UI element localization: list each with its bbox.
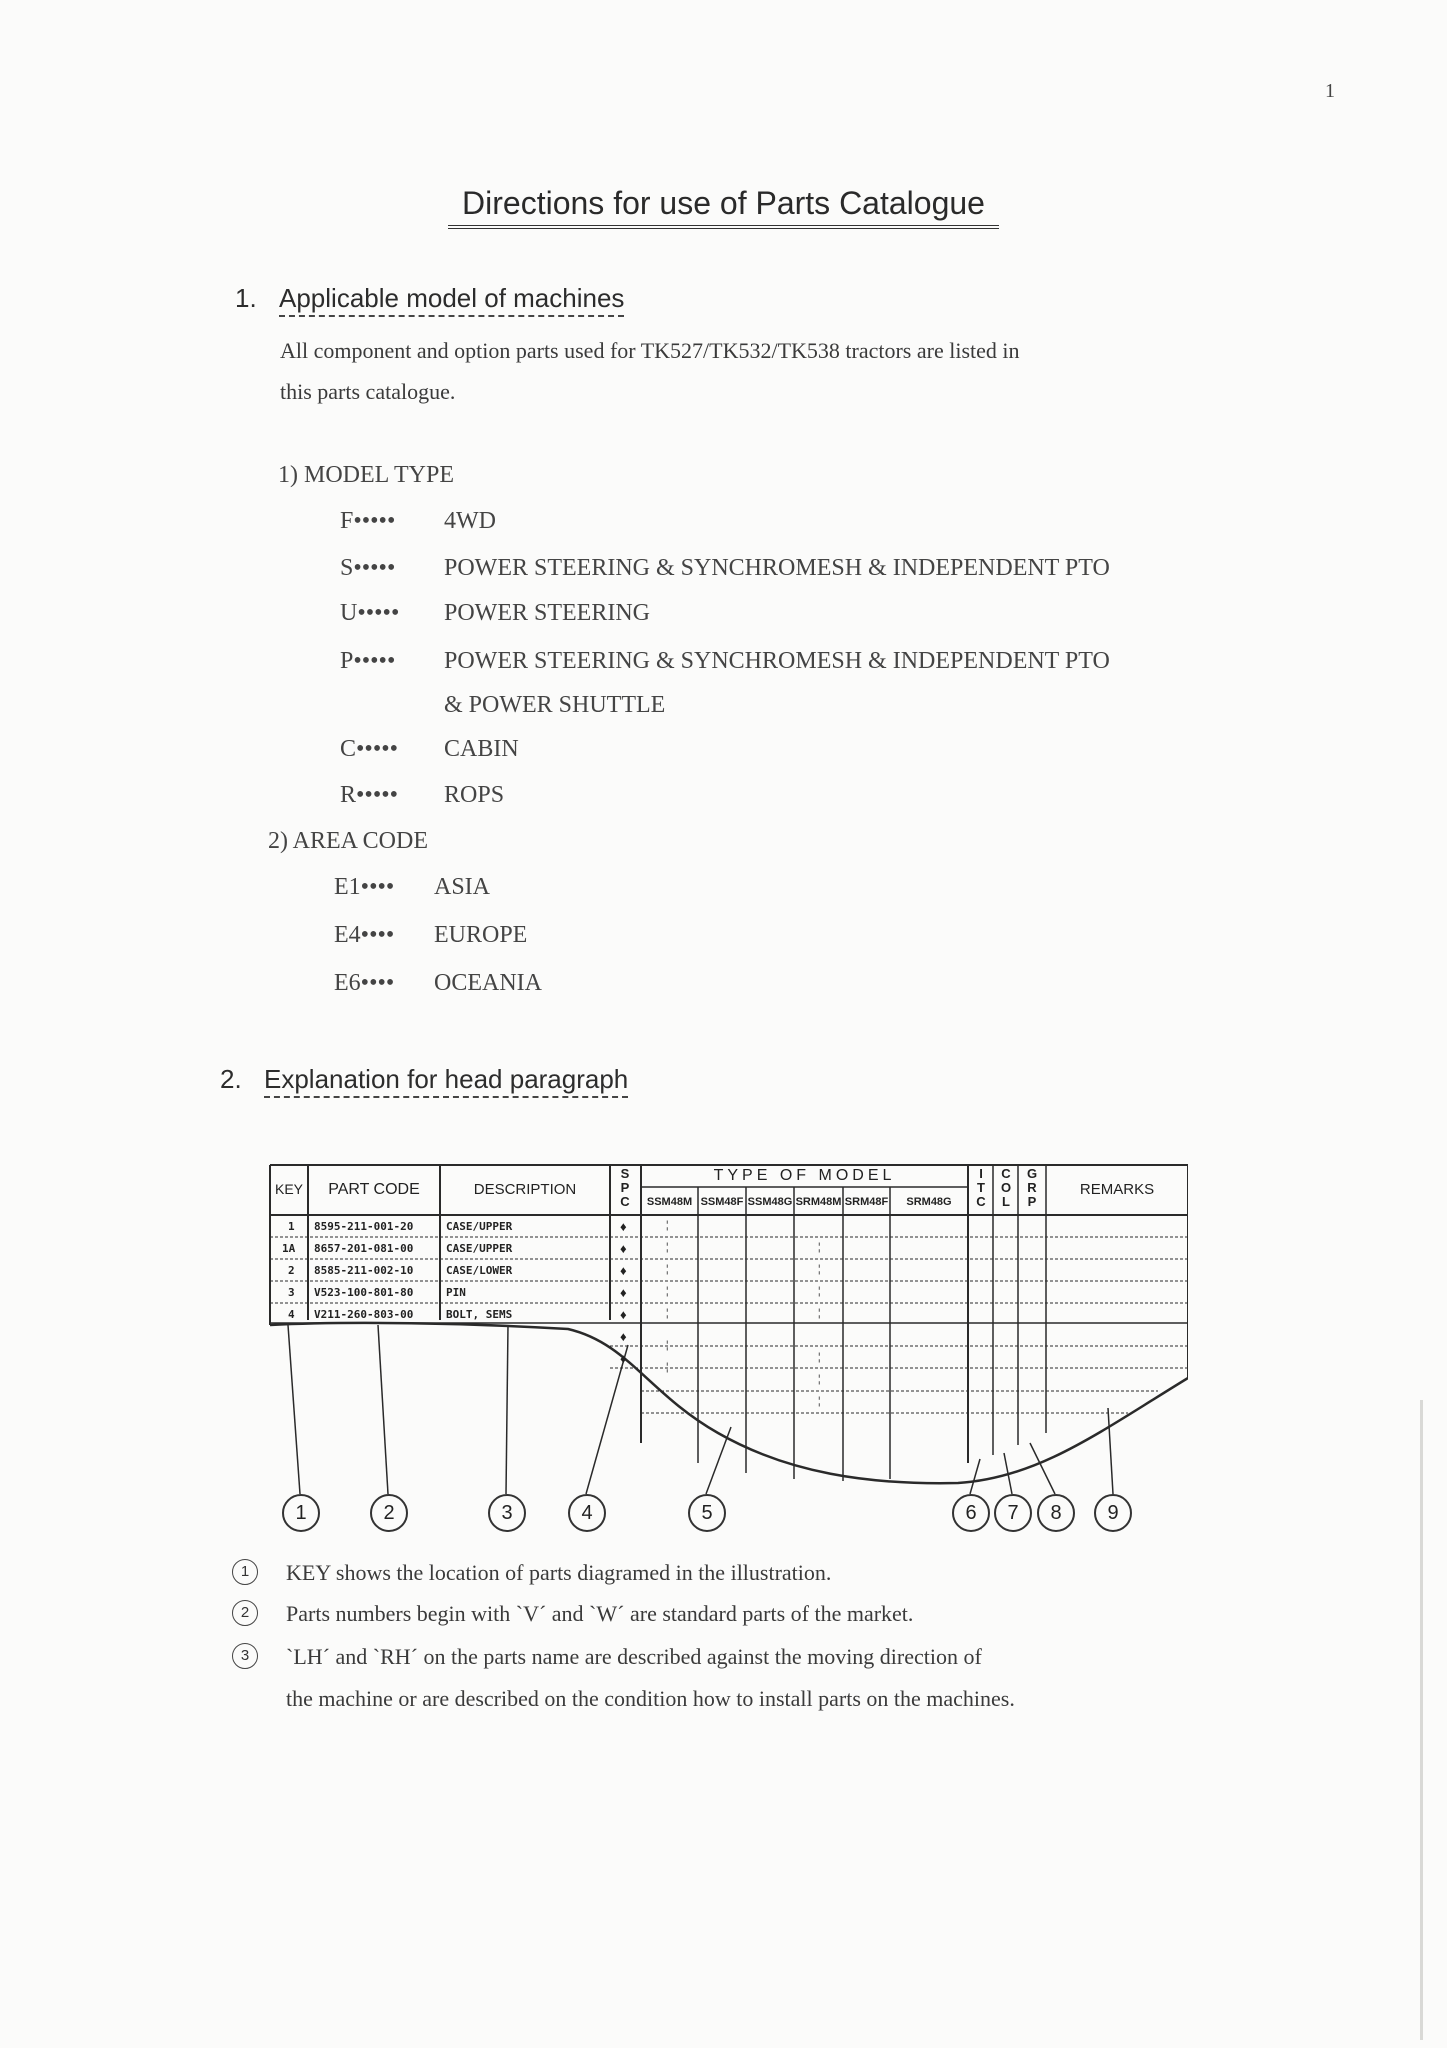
model-type-label: 1) MODEL TYPE [278,462,454,488]
model-type-row: R••••• ROPS [340,782,505,808]
area-code-row: E4•••• EUROPE [334,922,528,948]
header-description: DESCRIPTION [473,1181,577,1198]
model-type-row: P••••• POWER STEERING & SYNCHROMESH & INDEPENDENT PTO [340,648,1110,674]
qty-mark: ¦ [666,1339,669,1351]
row-description: CASE/UPPER [446,1242,513,1255]
callout-4: 4 [568,1494,606,1532]
note-number: 3 [232,1643,258,1669]
section-2-heading: 2. Explanation for head paragraph [220,1064,628,1095]
model-type-row: F••••• 4WD [340,508,496,534]
note-text-continued: the machine or are described on the condition how to install parts on the machines. [286,1686,1015,1711]
model-type-row: U••••• POWER STEERING [340,600,650,626]
row-part-code: 8595-211-001-20 [314,1220,414,1233]
header-key: KEY [274,1181,303,1197]
callout-5: 5 [688,1494,726,1532]
header-itc: I T C [976,1166,986,1209]
header-grp: G R P [1026,1166,1038,1209]
row-key: 1 [288,1220,295,1233]
callout-3: 3 [488,1494,526,1532]
note-number: 2 [232,1600,258,1626]
qty-mark: ¦ [818,1395,821,1407]
qty-mark: ¦ [818,1307,821,1319]
model-type-row: C••••• CABIN [340,736,519,762]
spc-mark: ♦ [620,1351,627,1366]
qty-mark: ¦ [818,1241,821,1253]
qty-mark: ¦ [666,1263,669,1275]
spc-mark: ♦ [620,1329,627,1344]
row-key: 4 [288,1308,295,1321]
header-remarks: REMARKS [1079,1181,1155,1198]
model-column: SRM48F [844,1196,889,1208]
header-col: C O L [1000,1166,1012,1209]
qty-mark: ¦ [666,1219,669,1231]
row-part-code: V211-260-803-00 [314,1308,414,1321]
callout-8: 8 [1037,1494,1075,1532]
model-column: SSM48G [747,1196,793,1208]
model-type-row: S••••• POWER STEERING & SYNCHROMESH & INDEPENDENT PTO [340,555,1110,581]
qty-mark: ¦ [818,1285,821,1297]
row-description: CASE/UPPER [446,1220,513,1233]
qty-mark: ¦ [666,1307,669,1319]
parts-table-lines [268,1163,1188,1533]
spc-mark: ♦ [620,1307,627,1322]
area-code-label: 2) AREA CODE [268,828,429,854]
qty-mark: ¦ [666,1361,669,1373]
area-code-row: E6•••• OCEANIA [334,970,542,996]
page-number: 1 [1325,80,1335,102]
callout-9: 9 [1094,1494,1132,1532]
spc-mark: ♦ [620,1241,627,1256]
callout-1: 1 [282,1494,320,1532]
model-column: SSM48F [700,1196,744,1208]
row-description: PIN [446,1286,466,1299]
row-part-code: V523-100-801-80 [314,1286,414,1299]
qty-mark: ¦ [818,1263,821,1275]
model-column: SRM48G [906,1196,952,1208]
spc-mark: ♦ [620,1285,627,1300]
model-column: SSM48M [646,1196,693,1208]
row-description: CASE/LOWER [446,1264,513,1277]
row-key: 1A [282,1242,296,1255]
spc-mark: ♦ [620,1219,627,1234]
note-text: Parts numbers begin with ˋVˊ and ˋWˊ are standard parts of the market. [286,1601,914,1626]
section-1-heading: 1. Applicable model of machines [235,283,624,314]
area-code-row: E1•••• ASIA [334,874,491,900]
spc-mark: ♦ [620,1263,627,1278]
callout-6: 6 [952,1494,990,1532]
qty-mark: ¦ [666,1285,669,1297]
row-description: BOLT, SEMS [446,1308,513,1321]
qty-mark: ¦ [818,1373,821,1385]
qty-mark: ¦ [666,1241,669,1253]
row-part-code: 8657-201-081-00 [314,1242,414,1255]
header-part-code: PART CODE [328,1181,420,1198]
parts-table-illustration [268,1163,1188,1533]
header-spc: S P C [620,1166,630,1209]
callout-2: 2 [370,1494,408,1532]
callout-7: 7 [994,1494,1032,1532]
note-text: ˋLHˊ and ˋRHˊ on the parts name are described against the moving direction of [286,1644,982,1669]
row-key: 3 [288,1286,295,1299]
row-key: 2 [288,1264,295,1277]
row-part-code: 8585-211-002-10 [314,1264,414,1277]
note-number: 1 [232,1559,258,1585]
note-text: KEY shows the location of parts diagramed in the illustration. [286,1560,832,1585]
model-column: SRM48M [795,1196,842,1208]
qty-mark: ¦ [818,1351,821,1363]
model-type-row: & POWER SHUTTLE [444,692,666,718]
page-title: Directions for use of Parts Catalogue [0,185,1447,229]
scan-edge [1420,1400,1423,2040]
header-type-of-model: TYPE OF MODEL [713,1167,896,1184]
section-1-paragraph: All component and option parts used for TK527/TK532/TK538 tractors are listed in this parts catalogue. [280,338,1020,404]
